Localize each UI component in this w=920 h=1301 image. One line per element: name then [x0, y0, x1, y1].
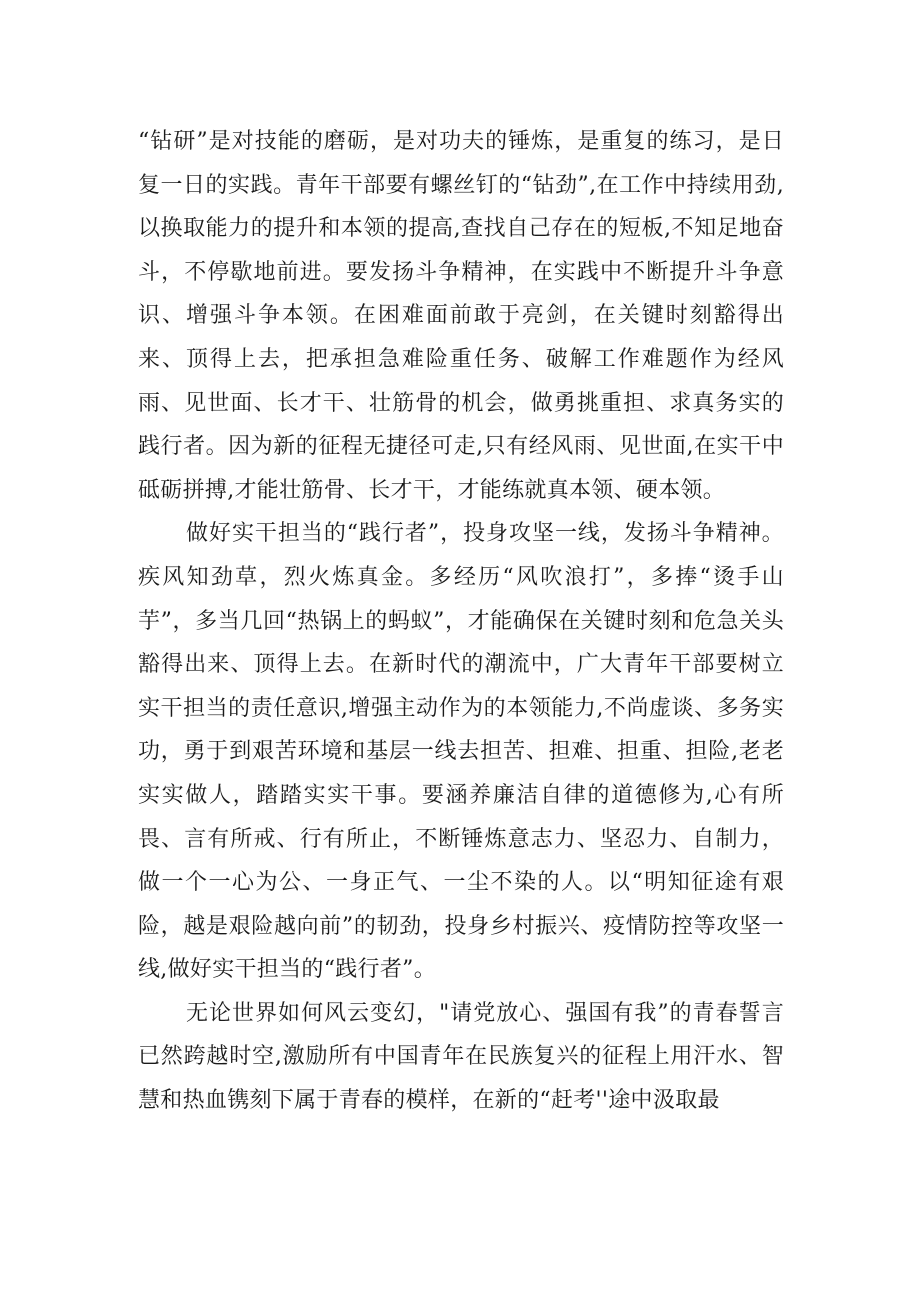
paragraph-1: “钻研”是对技能的磨砺，是对功夫的锤炼，是重复的练习，是日复一日的实践。青年干部要有螺丝钉的“钻劲”,在工作中持续用劲,以换取能力的提升和本领的提高,查找自己存在的短板,不知足地奋斗，不停歇地前进。要发扬斗争精神，在实践中不断提升斗争意识、增强斗争本领。在困难面前敢于亮剑，在关键时刻豁得出来、顶得上去，把承担急难险重任务、破解工作难题作为经风雨、见世面、长才干、壮筋骨的机会，做勇挑重担、求真务实的践行者。因为新的征程无捷径可走,只有经风雨、见世面,在实干中砥砺拼搏,才能壮筋骨、长才干，才能练就真本领、硬本领。: [138, 129, 784, 503]
paragraph-2: 做好实干担当的“践行者”，投身攻坚一线，发扬斗争精神。疾风知劲草，烈火炼真金。多经历“风吹浪打”，多捧“烫手山芋”，多当几回“热锅上的蚂蚁”，才能确保在关键时刻和危急关头豁得出来、顶得上去。在新时代的潮流中，广大青年干部要树立实干担当的责任意识,增强主动作为的本领能力,不尚虚谈、多务实功，勇于到艰苦环境和基层一线去担苦、担难、担重、担险,老老实实做人，踏踏实实干事。要涵养廉洁自律的道德修为,心有所畏、言有所戒、行有所止，不断锤炼意志力、坚忍力、自制力，做一个一心为公、一身正气、一尘不染的人。以“明知征途有艰险，越是艰险越向前”的韧劲，投身乡村振兴、疫情防控等攻坚一线,做好实干担当的“践行者”。: [138, 521, 784, 983]
paragraph-3: 无论世界如何风云变幻，"请党放心、强国有我”的青春誓言已然跨越时空,激励所有中国青年在民族复兴的征程上用汗水、智慧和热血镌刻下属于青春的模样，在新的“赶考''途中汲取最: [138, 1000, 784, 1114]
document-body: [138, 120, 784, 1123]
